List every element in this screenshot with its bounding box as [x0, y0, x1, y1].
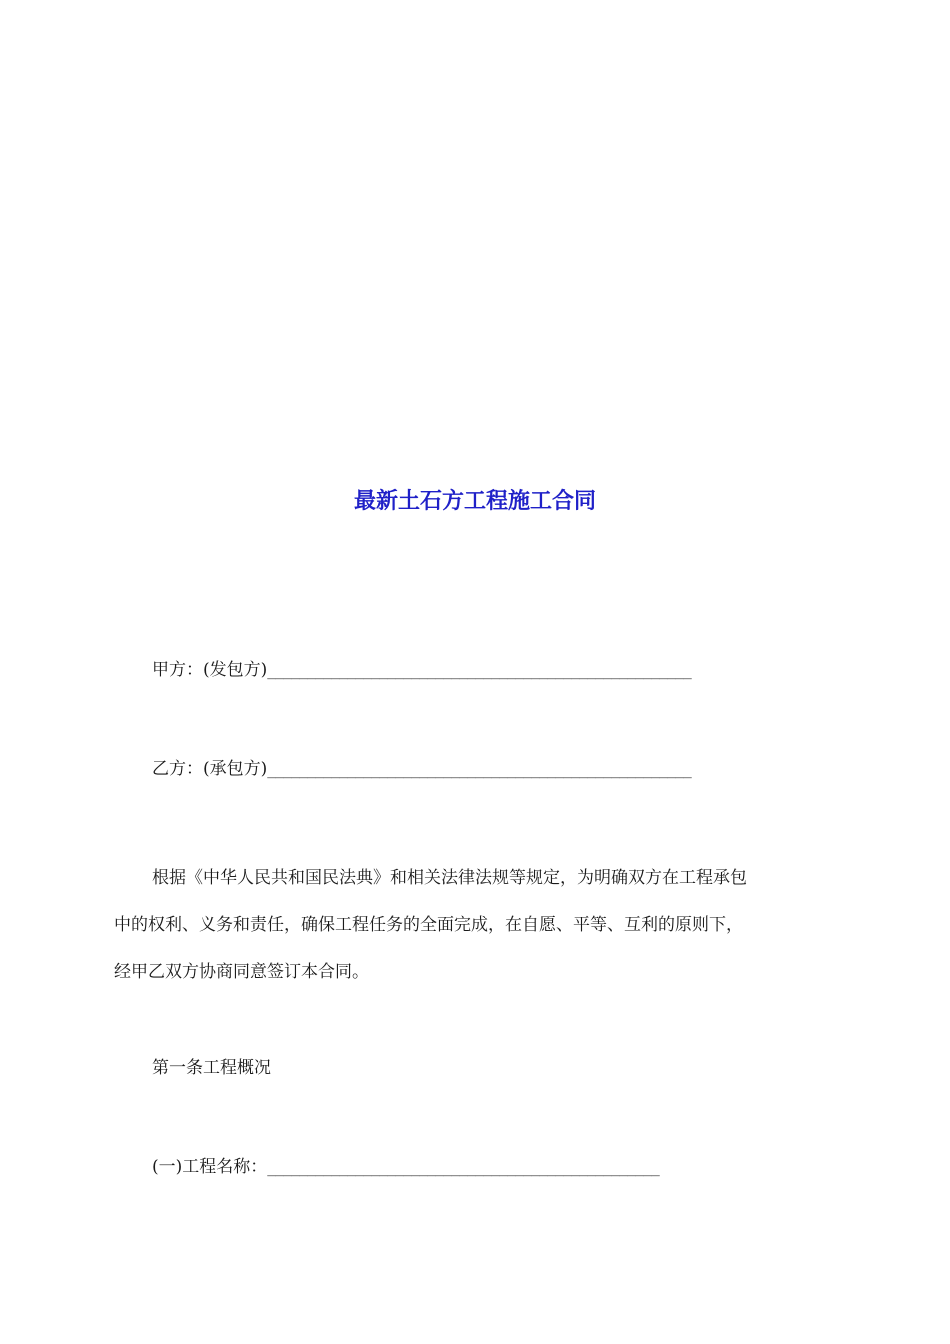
party-b-blank: _____________________________________________________ [267, 759, 692, 779]
project-name-label: (一)工程名称： [152, 1157, 268, 1177]
party-b-label: 乙方：(承包方) [152, 759, 268, 779]
document-title: 最新土石方工程施工合同 [353, 488, 596, 514]
preamble-line-1: 根据《中华人民共和国民法典》和相关法律法规等规定，为明确双方在工程承包 [152, 868, 747, 888]
project-name-line [152, 1155, 659, 1179]
article-1-heading: 第一条工程概况 [152, 1058, 271, 1078]
preamble-paragraph [114, 855, 836, 996]
party-a-blank: _____________________________________________________ [267, 660, 692, 680]
preamble-line-2: 中的权利、义务和责任，确保工程任务的全面完成，在自愿、平等、互利的原则下， [114, 915, 743, 935]
party-a-line [152, 658, 691, 682]
project-name-blank: _________________________________________________ [267, 1157, 660, 1177]
party-a-label: 甲方：(发包方) [152, 660, 268, 680]
party-b-line [152, 757, 691, 781]
preamble-line-3: 经甲乙双方协商同意签订本合同。 [114, 962, 369, 982]
